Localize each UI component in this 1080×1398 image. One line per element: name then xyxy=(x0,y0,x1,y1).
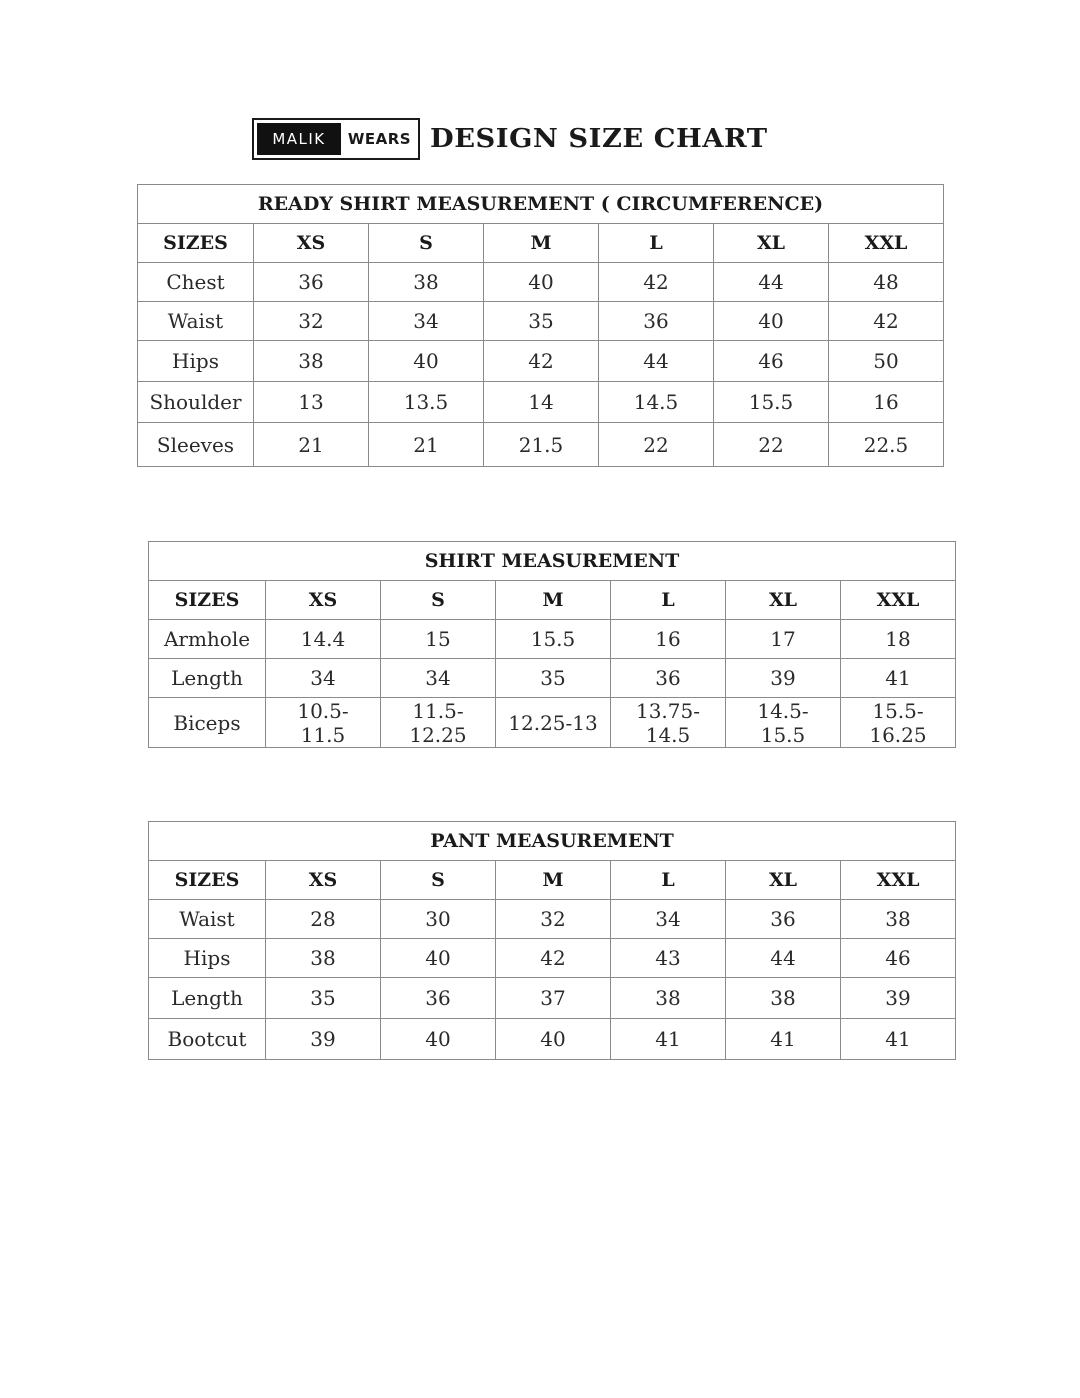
table-cell: 38 xyxy=(726,978,841,1019)
table-cell: 38 xyxy=(266,939,381,978)
size-header-s: S xyxy=(369,224,484,263)
table-row xyxy=(149,1019,956,1060)
row-label: Waist xyxy=(138,302,254,341)
size-header-xxl: XXL xyxy=(841,581,956,620)
table-cell: 36 xyxy=(726,900,841,939)
table-cell: 12.25-13 xyxy=(496,698,611,748)
table-cell: 15.5 xyxy=(714,382,829,423)
table-cell: 39 xyxy=(841,978,956,1019)
size-header-l: L xyxy=(599,224,714,263)
table-cell: 39 xyxy=(726,659,841,698)
table-cell: 38 xyxy=(369,263,484,302)
sizes-header: SIZES xyxy=(138,224,254,263)
size-header-m: M xyxy=(484,224,599,263)
table-cell: 15.5 xyxy=(496,620,611,659)
row-label: Shoulder xyxy=(138,382,254,423)
table-cell: 35 xyxy=(496,659,611,698)
table-row xyxy=(149,659,956,698)
table-cell: 39 xyxy=(266,1019,381,1060)
table-cell: 40 xyxy=(714,302,829,341)
brand-logo xyxy=(252,118,420,160)
table-cell: 13.75- 14.5 xyxy=(611,698,726,748)
table-cell: 16 xyxy=(829,382,944,423)
table-cell: 22 xyxy=(714,423,829,467)
table-cell: 32 xyxy=(254,302,369,341)
table-cell: 42 xyxy=(496,939,611,978)
table-title: PANT MEASUREMENT xyxy=(149,822,956,861)
table-cell: 44 xyxy=(599,341,714,382)
table-cell: 48 xyxy=(829,263,944,302)
table-cell: 42 xyxy=(829,302,944,341)
table-cell: 34 xyxy=(611,900,726,939)
table-title: READY SHIRT MEASUREMENT ( CIRCUMFERENCE) xyxy=(138,185,944,224)
table-cell: 21 xyxy=(254,423,369,467)
table-row xyxy=(149,620,956,659)
table-row xyxy=(138,263,944,302)
table-cell: 15.5- 16.25 xyxy=(841,698,956,748)
table-row xyxy=(138,423,944,467)
table-cell: 21 xyxy=(369,423,484,467)
table-cell: 34 xyxy=(369,302,484,341)
table-title-row xyxy=(149,542,956,581)
table-cell: 22.5 xyxy=(829,423,944,467)
row-label: Armhole xyxy=(149,620,266,659)
table-cell: 28 xyxy=(266,900,381,939)
table-cell: 40 xyxy=(369,341,484,382)
table-cell: 41 xyxy=(726,1019,841,1060)
table-cell: 34 xyxy=(266,659,381,698)
size-header-m: M xyxy=(496,581,611,620)
table-cell: 14.5- 15.5 xyxy=(726,698,841,748)
table-cell: 35 xyxy=(266,978,381,1019)
row-label: Hips xyxy=(149,939,266,978)
table-cell: 17 xyxy=(726,620,841,659)
size-header-xs: XS xyxy=(254,224,369,263)
logo-left-text: MALIK xyxy=(257,123,341,155)
table-cell: 44 xyxy=(714,263,829,302)
shirt-table xyxy=(148,541,956,748)
size-header-s: S xyxy=(381,581,496,620)
table-cell: 14 xyxy=(484,382,599,423)
table-cell: 14.5 xyxy=(599,382,714,423)
table-row xyxy=(149,978,956,1019)
table-cell: 40 xyxy=(381,939,496,978)
table-cell: 43 xyxy=(611,939,726,978)
row-label: Length xyxy=(149,978,266,1019)
table-cell: 21.5 xyxy=(484,423,599,467)
table-cell: 10.5- 11.5 xyxy=(266,698,381,748)
table-cell: 18 xyxy=(841,620,956,659)
size-header-m: M xyxy=(496,861,611,900)
row-label: Biceps xyxy=(149,698,266,748)
table-cell: 40 xyxy=(496,1019,611,1060)
row-label: Sleeves xyxy=(138,423,254,467)
table-cell: 15 xyxy=(381,620,496,659)
pant-table xyxy=(148,821,956,1060)
table-row xyxy=(138,341,944,382)
table-row xyxy=(149,900,956,939)
table-cell: 42 xyxy=(484,341,599,382)
table-row xyxy=(149,939,956,978)
table-cell: 40 xyxy=(484,263,599,302)
row-label: Length xyxy=(149,659,266,698)
sizes-header: SIZES xyxy=(149,581,266,620)
table-cell: 16 xyxy=(611,620,726,659)
ready-shirt-table xyxy=(137,184,944,467)
row-label: Waist xyxy=(149,900,266,939)
sizes-header: SIZES xyxy=(149,861,266,900)
page-header xyxy=(252,118,768,160)
table-title-row xyxy=(138,185,944,224)
table-header-row xyxy=(138,224,944,263)
size-header-xxl: XXL xyxy=(829,224,944,263)
table-cell: 44 xyxy=(726,939,841,978)
size-header-xxl: XXL xyxy=(841,861,956,900)
table-cell: 38 xyxy=(611,978,726,1019)
table-row xyxy=(138,382,944,423)
size-header-xl: XL xyxy=(726,581,841,620)
size-header-xl: XL xyxy=(726,861,841,900)
table-cell: 50 xyxy=(829,341,944,382)
table-cell: 13 xyxy=(254,382,369,423)
table-cell: 36 xyxy=(254,263,369,302)
table-cell: 11.5- 12.25 xyxy=(381,698,496,748)
table-cell: 36 xyxy=(611,659,726,698)
table-cell: 38 xyxy=(254,341,369,382)
table-cell: 41 xyxy=(841,1019,956,1060)
size-header-xs: XS xyxy=(266,861,381,900)
table-row xyxy=(149,698,956,748)
table-cell: 34 xyxy=(381,659,496,698)
table-cell: 38 xyxy=(841,900,956,939)
table-cell: 46 xyxy=(841,939,956,978)
table-cell: 13.5 xyxy=(369,382,484,423)
table-header-row xyxy=(149,581,956,620)
table-title: SHIRT MEASUREMENT xyxy=(149,542,956,581)
table-header-row xyxy=(149,861,956,900)
size-header-l: L xyxy=(611,581,726,620)
size-header-xl: XL xyxy=(714,224,829,263)
row-label: Bootcut xyxy=(149,1019,266,1060)
row-label: Chest xyxy=(138,263,254,302)
table-cell: 41 xyxy=(611,1019,726,1060)
table-cell: 30 xyxy=(381,900,496,939)
table-cell: 41 xyxy=(841,659,956,698)
table-cell: 37 xyxy=(496,978,611,1019)
table-title-row xyxy=(149,822,956,861)
size-header-s: S xyxy=(381,861,496,900)
table-cell: 46 xyxy=(714,341,829,382)
table-cell: 42 xyxy=(599,263,714,302)
size-header-l: L xyxy=(611,861,726,900)
size-header-xs: XS xyxy=(266,581,381,620)
table-cell: 32 xyxy=(496,900,611,939)
table-cell: 36 xyxy=(381,978,496,1019)
table-cell: 14.4 xyxy=(266,620,381,659)
table-cell: 35 xyxy=(484,302,599,341)
table-cell: 22 xyxy=(599,423,714,467)
table-row xyxy=(138,302,944,341)
table-cell: 36 xyxy=(599,302,714,341)
logo-right-text: WEARS xyxy=(347,130,412,148)
row-label: Hips xyxy=(138,341,254,382)
page-title: DESIGN SIZE CHART xyxy=(430,124,768,154)
table-cell: 40 xyxy=(381,1019,496,1060)
